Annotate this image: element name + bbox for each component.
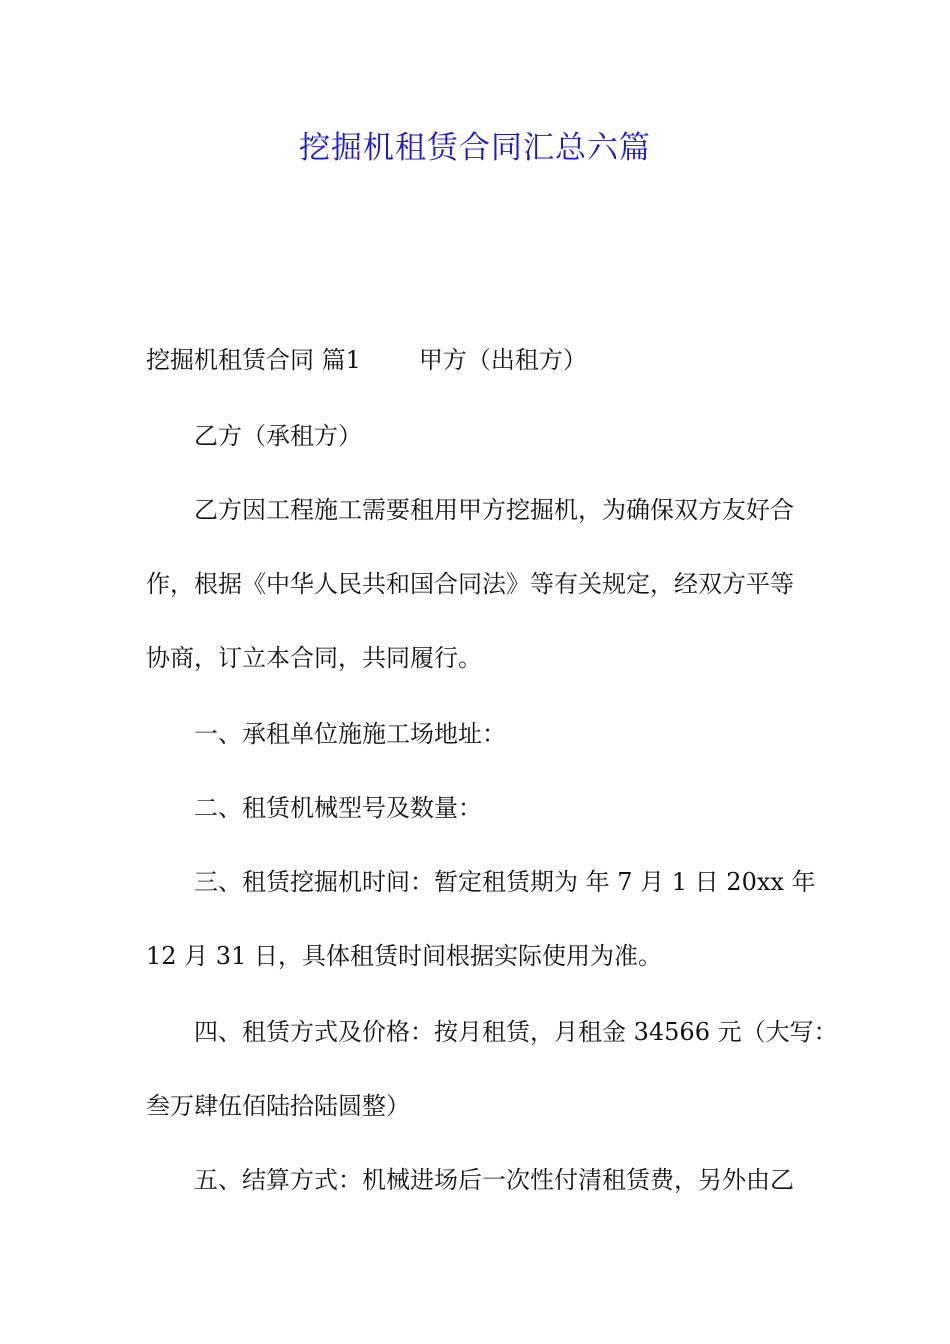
clause-one: 一、承租单位施施工场地址： <box>194 720 506 748</box>
clause-three-continued: 12 月 31 日，具体租赁时间根据实际使用为准。 <box>146 942 662 970</box>
clause-three: 三、租赁挖掘机时间：暂定租赁期为 年 7 月 1 日 20xx 年 <box>194 868 816 896</box>
party-a-label: 甲方（出租方） <box>418 346 587 374</box>
section-heading <box>146 344 816 376</box>
clause-two: 二、租赁机械型号及数量： <box>194 794 482 822</box>
clause-five: 五、结算方式：机械进场后一次性付清租赁费，另外由乙 <box>194 1166 794 1194</box>
paragraph-line: 协商，订立本合同，共同履行。 <box>146 644 482 672</box>
party-b-label: 乙方（承租方） <box>194 422 362 450</box>
clause-four-continued: 叁万肆伍佰陆拾陆圆整） <box>146 1092 410 1120</box>
contract-heading: 挖掘机租赁合同 篇1 <box>146 346 361 374</box>
paragraph-line: 乙方因工程施工需要租用甲方挖掘机，为确保双方友好合 <box>194 496 794 524</box>
document-title: 挖掘机租赁合同汇总六篇 <box>299 130 651 166</box>
clause-four: 四、租赁方式及价格：按月租赁，月租金 34566 元（大写： <box>194 1018 838 1046</box>
paragraph-line: 作，根据《中华人民共和国合同法》等有关规定，经双方平等 <box>146 570 794 598</box>
